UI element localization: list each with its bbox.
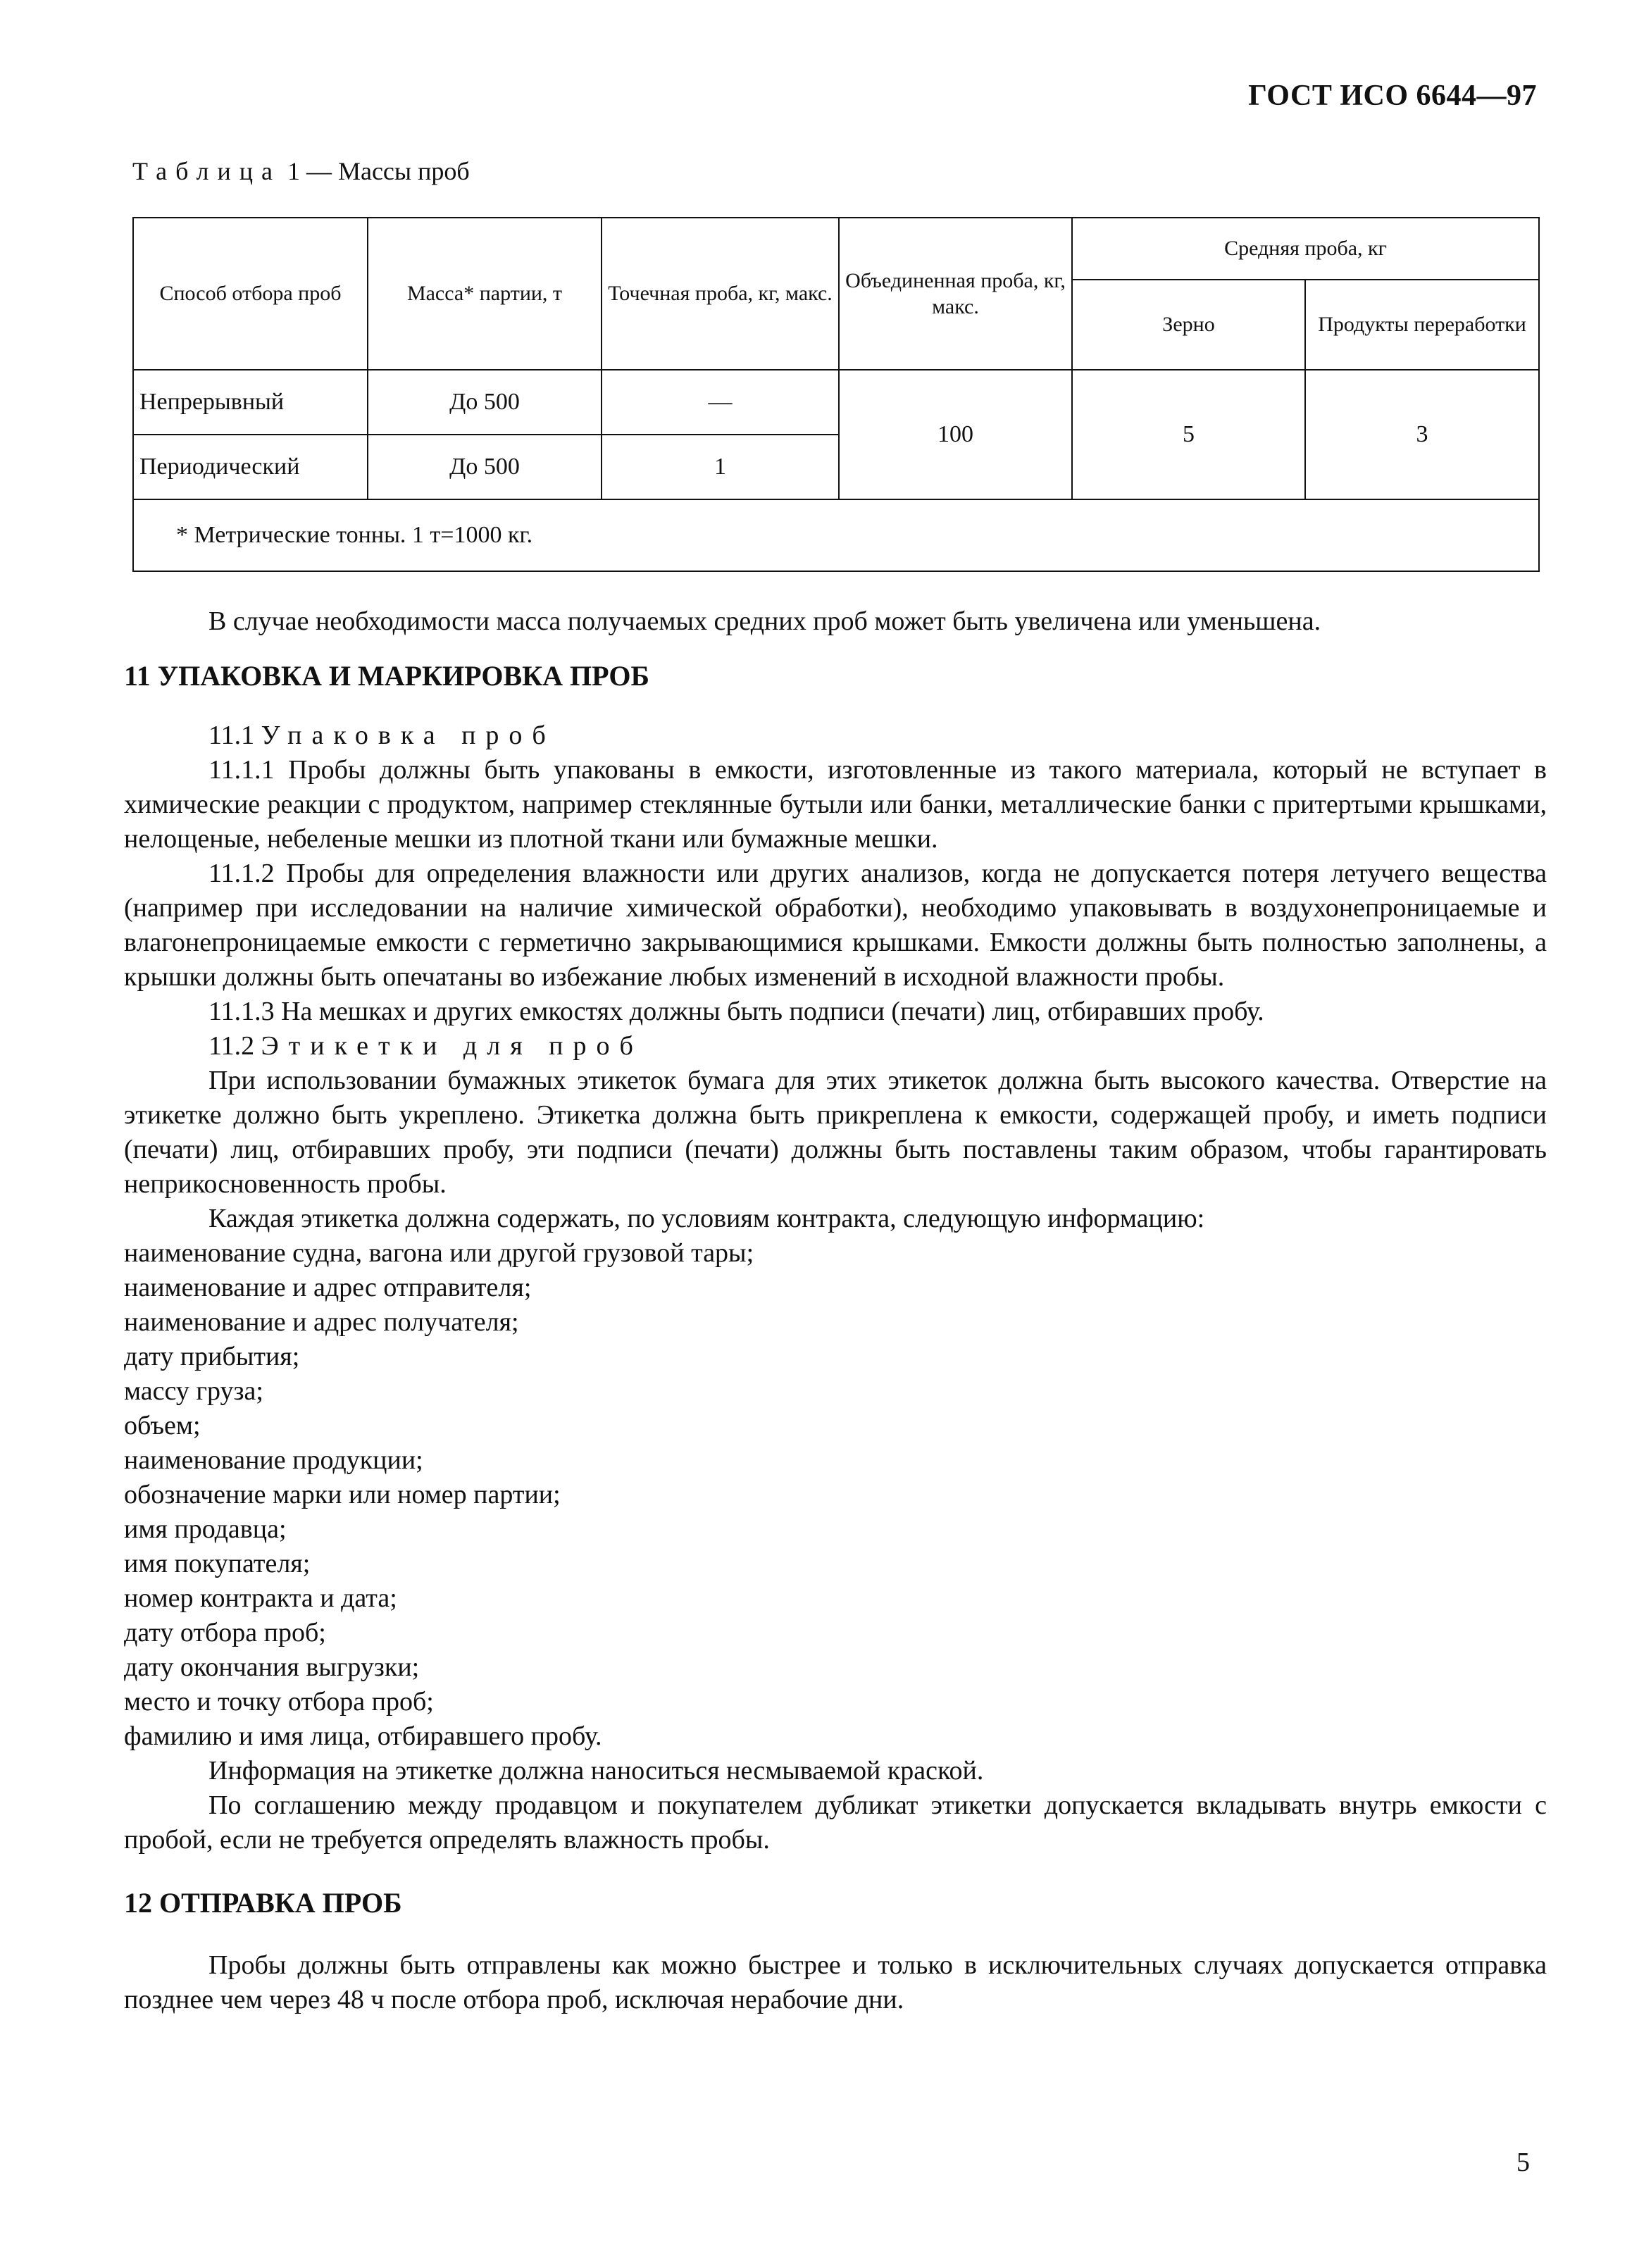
table-footnote: * Метрические тонны. 1 т=1000 кг.	[133, 499, 1539, 571]
paragraph-labels-quality: При использовании бумажных этикеток бумага для этих этикеток должна быть высокого качества. Отверстие на этикетке должно быть укреплено. Этикетка должна быть прикреплена к емкости, содержащей пробу, и иметь подписи (печати) лиц, отбиравших пробу, эти подписи (печати) должны быть поставлены таким образом, чтобы гарантировать неприкосновенность пробы.	[124, 1066, 1547, 1199]
list-item: номер контракта и дата;	[124, 1583, 397, 1613]
page-number: 5	[1516, 2148, 1530, 2177]
list-item: объем;	[124, 1411, 201, 1440]
paragraph-11-1-1: 11.1.1 Пробы должны быть упакованы в емкости, изготовленные из такого материала, который не вступает в химические реакции с продуктом, например стеклянные бутыли или банки, металлические банки с притертыми крышками, нелощеные, небеленые мешки из плотной ткани или бумажные мешки.	[124, 755, 1547, 854]
table-caption	[132, 156, 470, 186]
paragraph: В случае необходимости масса получаемых средних проб может быть увеличена или уменьшена.	[208, 606, 1321, 636]
paragraph-12: Пробы должны быть отправлены как можно быстрее и только в исключительных случаях допускается отправка позднее чем через 48 ч после отбора проб, исключая нерабочие дни.	[124, 1950, 1547, 2014]
list-item: дату прибытия;	[124, 1342, 300, 1371]
table-caption-word: Таблица	[132, 157, 281, 185]
list-item: наименование продукции;	[124, 1445, 423, 1475]
list-item: место и точку отбора проб;	[124, 1687, 434, 1716]
subsection-number: 11.2	[208, 1031, 255, 1061]
col-header-products: Продукты переработки	[1305, 280, 1539, 370]
col-header-method: Способ отбора проб	[133, 218, 368, 370]
paragraph-ink: Информация на этикетке должна наноситься несмываемой краской.	[208, 1756, 984, 1786]
col-header-combined-sample: Объединенная проба, кг, макс.	[839, 218, 1072, 370]
paragraph-11-1-2: 11.1.2 Пробы для определения влажности или других анализов, когда не допускается потеря летучего вещества (например при исследовании на наличие химической обработки), необходимо упаковывать в воздухонепроницаемые и влагонепроницаемые емкости с герметично закрывающимися крышками. Емкости должны быть полностью заполнены, а крышки должны быть опечатаны во избежание любых изменений в исходной влажности пробы.	[124, 859, 1547, 992]
cell-spot-sample: 1	[602, 435, 839, 499]
list-item: массу груза;	[124, 1376, 263, 1406]
list-item: наименование судна, вагона или другой грузовой тары;	[124, 1238, 754, 1268]
cell-mass: До 500	[368, 370, 602, 435]
sample-mass-table	[132, 217, 1540, 572]
list-item: имя продавца;	[124, 1514, 287, 1544]
paragraph-labels-info: Каждая этикетка должна содержать, по условиям контракта, следующую информацию:	[208, 1204, 1205, 1233]
cell-mass: До 500	[368, 435, 602, 499]
subsection-title: Упаковка проб	[261, 721, 556, 750]
cell-spot-sample: —	[602, 370, 839, 435]
paragraph-11-1-3: 11.1.3 На мешках и других емкостях должны быть подписи (печати) лиц, отбиравших пробу.	[208, 997, 1264, 1026]
subsection-title: Этикетки для проб	[261, 1031, 643, 1061]
table-caption-title: 1 — Массы проб	[280, 157, 470, 185]
section-12-heading: 12 ОТПРАВКА ПРОБ	[124, 1887, 402, 1919]
main-text	[124, 604, 1547, 2017]
list-item: дату отбора проб;	[124, 1618, 326, 1647]
col-header-mass: Масса* партии, т	[368, 218, 602, 370]
col-header-spot-sample: Точечная проба, кг, макс.	[602, 218, 839, 370]
list-item: наименование и адрес отправителя;	[124, 1273, 532, 1302]
table-footnote-row	[133, 499, 1539, 571]
paragraph-duplicate-label: По соглашению между продавцом и покупателем дубликат этикетки допускается вкладывать внутрь емкости с пробой, если не требуется определять влажность пробы.	[124, 1790, 1547, 1855]
document-code: ГОСТ ИСО 6644—97	[1248, 80, 1537, 112]
cell-method: Непрерывный	[133, 370, 368, 435]
col-header-average-sample: Средняя проба, кг	[1072, 218, 1539, 280]
list-item: фамилию и имя лица, отбиравшего пробу.	[124, 1721, 602, 1751]
subsection-11-1-heading	[124, 718, 1547, 753]
cell-grain: 5	[1072, 370, 1305, 499]
table-row	[133, 370, 1539, 435]
cell-products: 3	[1305, 370, 1539, 499]
section-11-heading: 11 УПАКОВКА И МАРКИРОВКА ПРОБ	[124, 660, 649, 692]
list-item: дату окончания выгрузки;	[124, 1652, 420, 1682]
col-header-grain: Зерно	[1072, 280, 1305, 370]
list-item: имя покупателя;	[124, 1549, 311, 1578]
subsection-number: 11.1	[208, 721, 255, 750]
cell-combined-sample: 100	[839, 370, 1072, 499]
list-item: наименование и адрес получателя;	[124, 1307, 519, 1337]
list-item: обозначение марки или номер партии;	[124, 1480, 561, 1509]
cell-method: Периодический	[133, 435, 368, 499]
subsection-11-2-heading	[124, 1029, 1547, 1064]
